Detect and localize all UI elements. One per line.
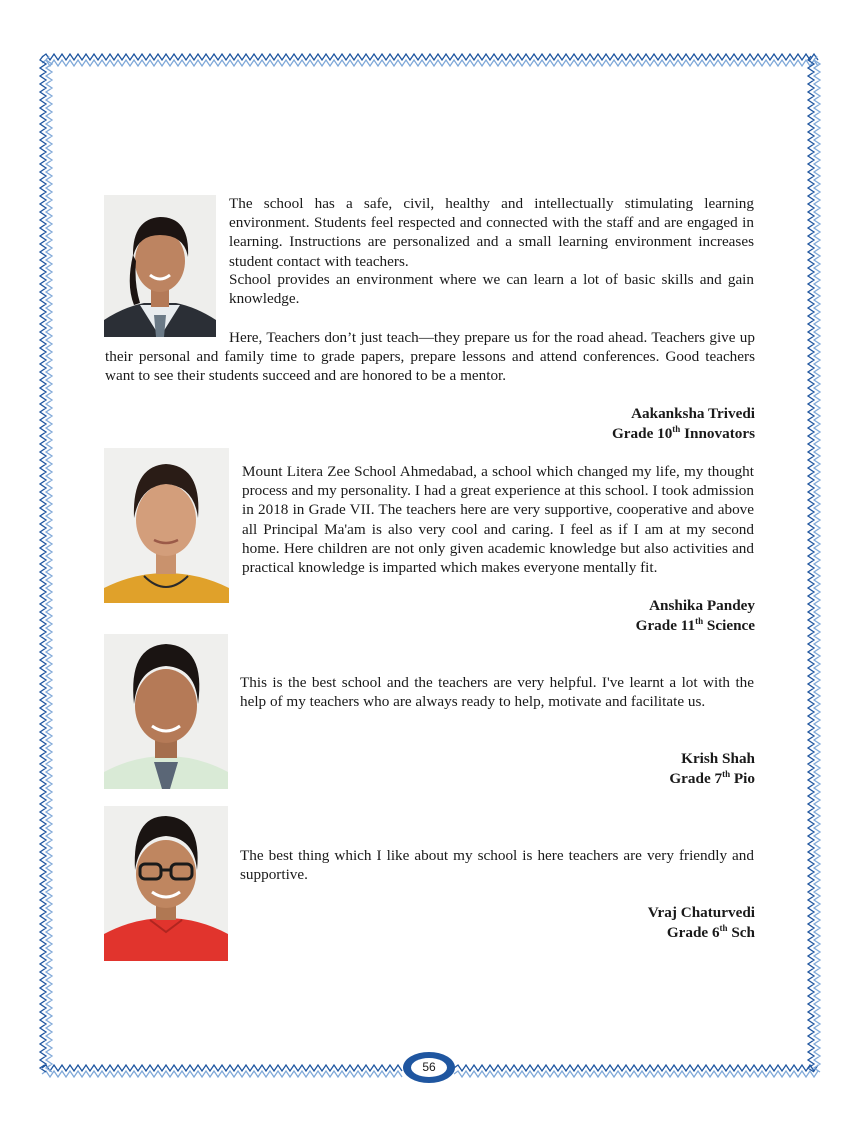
testimonial-1-paragraph-2: School provides an environment where we can learn a lot of basic skills and gain knowledge. <box>229 271 754 308</box>
student-photo-anshika <box>104 448 229 603</box>
student-grade: Grade 6th Sch <box>666 922 755 941</box>
page-number-badge <box>405 1054 453 1081</box>
testimonial-1-paragraph-3: Here, Teachers don’t just teach—they prepare us for the road ahead. Teachers give up their personal and family time to grade papers, prepare lessons and attend conferences. Good teachers want to see their students succeed and are honored to be a mentor. <box>105 329 755 385</box>
testimonial-1-paragraph-1: The school has a safe, civil, healthy and intellectually stimulating learning environment. Students feel respected and connected with the staff and are engaged in learning. Instructions are personalized and a small learning environment increases student contact with teachers. <box>229 195 754 270</box>
border-zigzag-line <box>42 60 818 66</box>
student-grade: Grade 7th Pio <box>669 768 755 787</box>
testimonial-2-paragraph: Mount Litera Zee School Ahmedabad, a school which changed my life, my thought process and my personality. I had a great experience at this school. I took admission in 2018 in Grade VII. The teachers here are very supportive, cooperative and above all Principal Ma'am is also very cool and caring. I feel as if I am at my second home. Here children are not only given academic knowledge but also activities and practical knowledge is imparted which makes everyone mentally fit. <box>242 463 754 577</box>
student-grade: Grade 11th Science <box>635 615 755 634</box>
testimonial-2-signature <box>636 596 755 635</box>
student-portrait-icon <box>104 195 216 337</box>
border-zigzag-line <box>46 56 52 1072</box>
testimonial-3-paragraph: This is the best school and the teachers are very helpful. I've learnt a lot with the help of my teachers who are always ready to help, motivate and facilitate us. <box>240 674 754 711</box>
border-zigzag-line <box>454 1065 818 1071</box>
border-zigzag-line <box>454 1071 818 1077</box>
student-portrait-icon <box>104 806 228 961</box>
student-name: Vraj Chaturvedi <box>647 904 755 921</box>
student-name: Aakanksha Trivedi <box>631 405 755 422</box>
testimonial-4-signature <box>648 903 755 942</box>
student-photo-aakanksha <box>104 195 216 337</box>
student-photo-vraj <box>104 806 228 961</box>
student-portrait-icon <box>104 448 229 603</box>
student-photo-krish <box>104 634 228 789</box>
testimonial-4-paragraph: The best thing which I like about my school is here teachers are very friendly and supportive. <box>240 847 754 884</box>
testimonial-1-signature <box>612 404 755 443</box>
testimonial-3-signature <box>669 749 755 788</box>
border-zigzag-line <box>42 1071 402 1077</box>
student-grade: Grade 10th Innovators <box>611 423 755 442</box>
student-portrait-icon <box>104 634 228 789</box>
page-number: 56 <box>411 1058 447 1077</box>
student-name: Anshika Pandey <box>649 597 755 614</box>
border-zigzag-line <box>814 56 820 1072</box>
student-name: Krish Shah <box>681 750 755 767</box>
